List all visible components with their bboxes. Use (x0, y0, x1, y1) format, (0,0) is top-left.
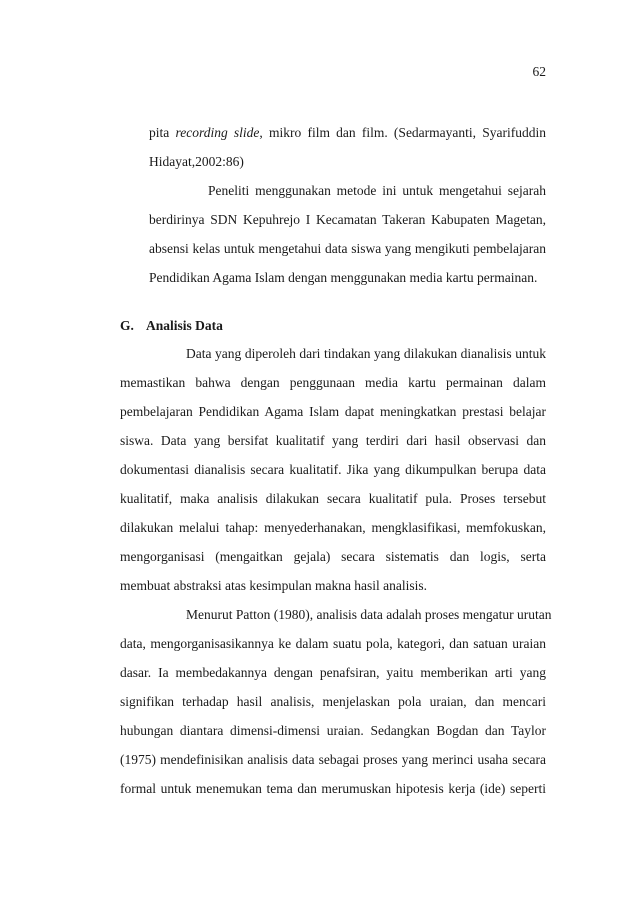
para3-line-3: pembelajaran Pendidikan Agama Islam dapat meningkatkan prestasi belajar (120, 404, 546, 419)
section-label: G. (120, 318, 134, 333)
para2-line-1: Peneliti menggunakan metode ini untuk mengetahui sejarah (208, 183, 546, 198)
para4-line-7: formal untuk menemukan tema dan merumuskan hipotesis kerja (ide) seperti (120, 781, 546, 796)
intro-line-1-post: , mikro film dan film. (Sedarmayanti, Syarifuddin (259, 125, 546, 140)
para2-line-4: Pendidikan Agama Islam dengan menggunakan media kartu permainan. (149, 270, 538, 285)
intro-line-1-italic: recording slide (175, 125, 260, 140)
para4-line-5: hubungan diantara dimensi-dimensi uraian. Sedangkan Bogdan dan Taylor (120, 723, 546, 738)
para4-line-4: signifikan terhadap hasil analisis, menjelaskan pola uraian, dan mencari (120, 694, 546, 709)
para3-line-6: kualitatif, maka analisis dilakukan secara kualitatif pula. Proses tersebut (120, 491, 546, 506)
page-number: 62 (532, 64, 546, 79)
para2-line-2: berdirinya SDN Kepuhrejo I Kecamatan Takeran Kabupaten Magetan, (149, 212, 546, 227)
para3-line-8: mengorganisasi (mengaitkan gejala) secara sistematis dan logis, serta (120, 549, 546, 564)
para3-line-7: dilakukan melalui tahap: menyederhanakan, mengklasifikasi, memfokuskan, (120, 520, 546, 535)
intro-line-2: Hidayat,2002:86) (149, 154, 244, 169)
section-heading (120, 318, 223, 334)
para3-line-9: membuat abstraksi atas kesimpulan makna hasil analisis. (120, 578, 428, 593)
para3-line-1: Data yang diperoleh dari tindakan yang dilakukan dianalisis untuk (186, 346, 546, 361)
section-title: Analisis Data (146, 318, 223, 333)
para3-line-5: dokumentasi dianalisis secara kualitatif. Jika yang dikumpulkan berupa data (120, 462, 546, 477)
para4-line-6: (1975) mendefinisikan analisis data sebagai proses yang merinci usaha secara (120, 752, 546, 767)
intro-line-1 (149, 126, 546, 140)
para4-line-3: dasar. Ia membedakannya dengan penafsiran, yaitu memberikan arti yang (120, 665, 546, 680)
para4-line-1: Menurut Patton (1980), analisis data adalah proses mengatur urutan (186, 607, 552, 622)
intro-line-1-pre: pita (149, 125, 176, 140)
para3-line-2: memastikan bahwa dengan penggunaan media kartu permainan dalam (120, 375, 546, 390)
para2-line-3: absensi kelas untuk mengetahui data siswa yang mengikuti pembelajaran (149, 241, 546, 256)
para3-line-4: siswa. Data yang bersifat kualitatif yang terdiri dari hasil observasi dan (120, 433, 546, 448)
para4-line-2: data, mengorganisasikannya ke dalam suatu pola, kategori, dan satuan uraian (120, 636, 546, 651)
